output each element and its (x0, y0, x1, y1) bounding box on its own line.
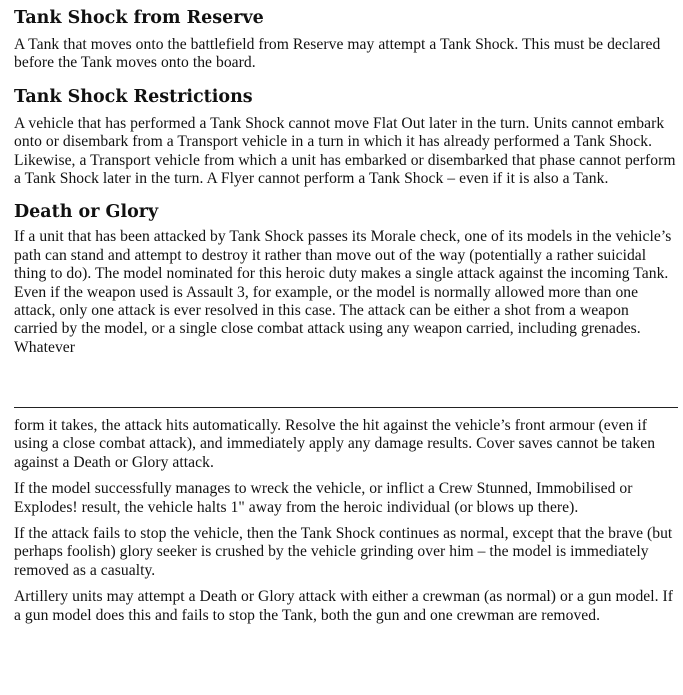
section-heading-tank-shock-from-reserve: Tank Shock from Reserve (14, 8, 264, 28)
continuation-paragraph: form it takes, the attack hits automatically. Resolve the hit against the vehicle’s front armour (even if using a close combat attack), and immediately apply any damage results. Cover saves cannot be taken against a Death or Glory attack. (14, 417, 656, 471)
continuation-paragraph: If the model successfully manages to wreck the vehicle, or inflict a Crew Stunned, Immobilised or Explodes! result, the vehicle halts 1" away from the heroic individual (or blows up there). (14, 480, 633, 516)
section-paragraph-death-or-glory: If a unit that has been attacked by Tank Shock passes its Morale check, one of its models in the vehicle’s path can stand and attempt to destroy it rather than move out of the way (potentially a rather suicidal thing to do). The model nominated for this heroic duty makes a single attack against the incoming Tank. Even if the weapon used is Assault 3, for example, or the model is normally allowed more than one attack, only one attack is ever resolved in this case. The attack can be either a shot from a weapon carried by the model, or a single close combat attack using any weapon carried, including grenades. Whatever (14, 228, 672, 356)
bottom-page-region (14, 417, 676, 625)
continuation-paragraph: If the attack fails to stop the vehicle, then the Tank Shock continues as normal, except that the brave (but perhaps foolish) glory seeker is crushed by the vehicle grinding over him – the model is immediately removed as a casualty. (14, 525, 673, 579)
section-heading-tank-shock-restrictions: Tank Shock Restrictions (14, 86, 253, 107)
section-paragraph-tank-shock-restrictions: A vehicle that has performed a Tank Shock cannot move Flat Out later in the turn. Units cannot embark onto or disembark from a Transport vehicle in a turn in which it has already performed a Tank Shock. Likewise, a Transport vehicle from which a unit has embarked or disembarked that phase cannot perform a Tank Shock later in the turn. A Flyer cannot perform a Tank Shock – even if it is also a Tank. (14, 114, 676, 188)
page-break-divider (14, 407, 678, 408)
section-paragraph-tank-shock-from-reserve: A Tank that moves onto the battlefield from Reserve may attempt a Tank Shock. This must be declared before the Tank moves onto the board. (14, 36, 661, 72)
continuation-paragraph: Artillery units may attempt a Death or Glory attack with either a crewman (as normal) or a gun model. If a gun model does this and fails to stop the Tank, both the gun and one crewman are removed. (14, 588, 674, 624)
section-heading-death-or-glory: Death or Glory (14, 202, 159, 223)
top-page-region (14, 6, 676, 357)
